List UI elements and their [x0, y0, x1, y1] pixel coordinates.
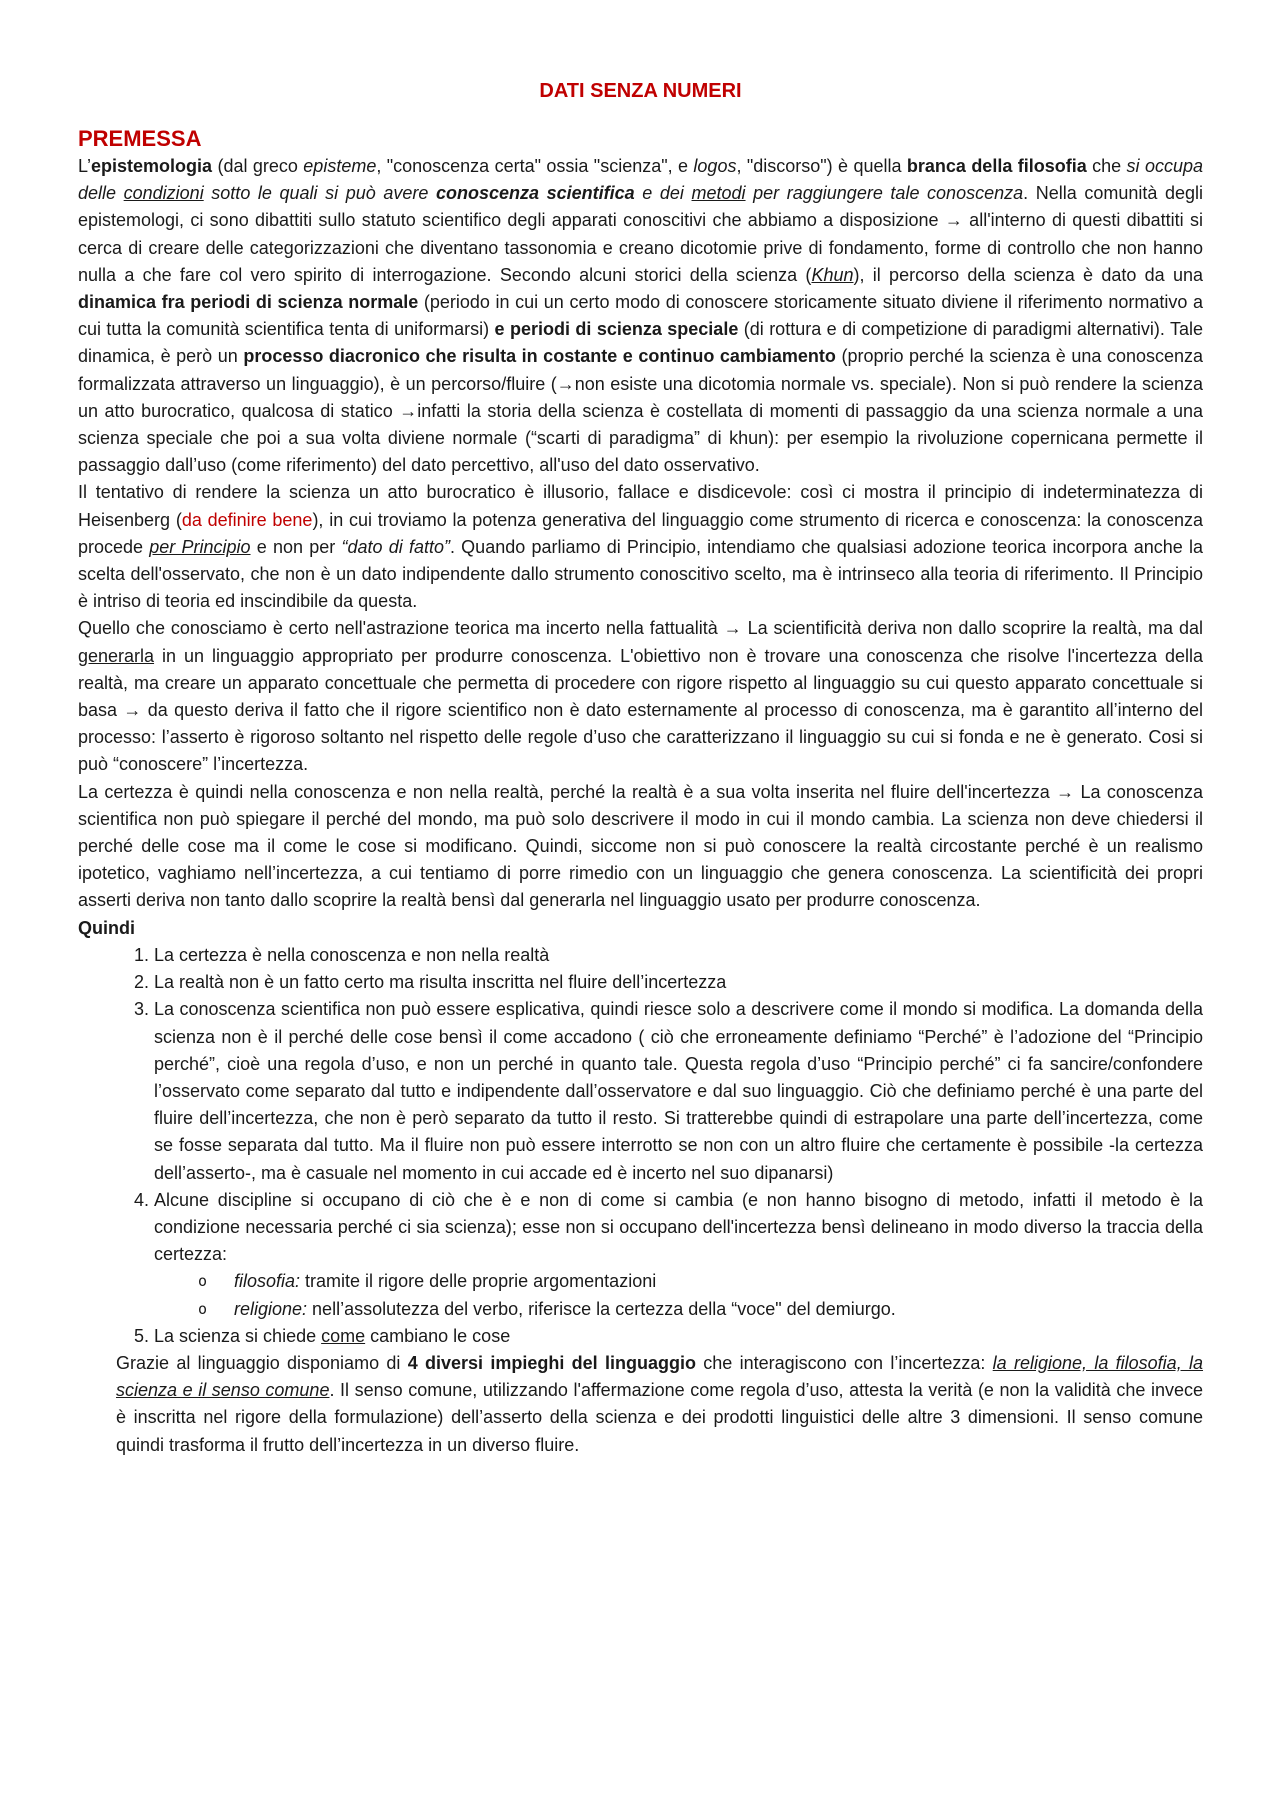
- note-da-definire: da definire bene: [181, 509, 313, 530]
- text-span: (dal greco: [212, 156, 304, 176]
- term-epistemologia: epistemologia: [91, 156, 213, 176]
- list-item-text: La conoscenza scientifica non può essere esplicativa, quindi riesce solo a descrivere come il mondo si modifica. La domanda della scienza non è il perché delle cose bensì il come accadono ( ciò che erroneamente definiamo “Perché” è l’adozione del “Principio perché”, cioè una regola d’uso, e non un perché in quanto tale. Questa regola d’uso “Principio perché” ci fa sancire/confondere l’osservato come separato dal tutto e indipendente dall’osservatore e dal suo linguaggio. Ciò che definiamo perché è una parte del fluire dell’incertezza, che non è però separato da tutto il resto. Si tratterebbe quindi di estrapolare una parte dell’incertezza, come se fosse separata dal tutto. Ma il fluire non può essere interrotto se non con un altro fluire che certamente è possibile -la certezza dell’asserto-, ma è casuale nel momento in cui accade ed è incerto nel suo dipanarsi): [154, 999, 1203, 1183]
- text-span: cambiano le cose: [365, 1325, 511, 1346]
- text-span: nell’assolutezza del verbo, riferisce la certezza della “voce" del demiurgo.: [307, 1298, 896, 1319]
- term-branca: branca della filosofia: [906, 156, 1087, 176]
- text-span: , "discorso") è quella: [736, 156, 907, 176]
- term-scienza-normale: dinamica fra periodi di scienza normale: [78, 292, 419, 313]
- list-item-text: La certezza è nella conoscenza e non nella realtà: [154, 944, 550, 965]
- conclusions-list: [78, 942, 1203, 1350]
- text-span: sotto le quali si può avere: [203, 183, 437, 204]
- text-span: (di rottura e di competizione di paradigmi alternativi). Tale dinamica, è però un: [78, 319, 1204, 367]
- paragraph-intro: [78, 153, 1203, 479]
- term-generarla: generarla: [78, 645, 155, 666]
- text-span: per raggiungere tale conoscenza: [745, 183, 1024, 204]
- section-heading: PREMESSA: [78, 126, 202, 151]
- text-span: Grazie al linguaggio disponiamo di: [116, 1352, 408, 1373]
- text-span: Il tentativo di rendere la scienza un atto burocratico è illusorio, fallace e disdicevole: così ci mostra il principio di indeterminatezza di Heisenberg (: [78, 482, 1203, 530]
- text-span: . Il senso comune, utilizzando l'affermazione come regola d’uso, attesta la verità (e non la validità che invece è inscritta nel rigore della formulazione) dell’asserto della scienza e dei prodotti linguistici delle altre 3 dimensioni. Il senso comune quindi trasforma il frutto dell’incertezza in un diverso fluire.: [116, 1380, 1204, 1455]
- text-span: che interagiscono con l’incertezza:: [695, 1352, 993, 1373]
- sub-list-item: [198, 1268, 1203, 1295]
- text-span: e dei: [634, 183, 692, 204]
- paragraph-certezza-astrazione: [78, 615, 1203, 778]
- term-quattro-impieghi: 4 diversi impieghi del linguaggio: [407, 1352, 696, 1373]
- quindi-label: Quindi: [78, 917, 135, 938]
- text-span: (proprio perché la scienza è una conoscenza formalizzata attraverso un linguaggio), è un percorso/fluire (→non esiste una dicotomia normale vs. speciale). Non si può rendere la scienza un atto burocratico, qualcosa di statico →infatti la storia della scienza è costellata di momenti di passaggio da una scienza normale a una scienza speciale che poi a sua volta diviene normale (“scarti di paradigma” di khun): per esempio la rivoluzione copernicana permette il passaggio dall’uso (come riferimento) del dato percettivo, all'uso del dato osservativo.: [78, 346, 1204, 476]
- list-item: [154, 942, 1203, 969]
- term-religione: religione:: [234, 1298, 308, 1319]
- paragraph-certezza-conoscenza: La certezza è quindi nella conoscenza e non nella realtà, perché la realtà è a sua volta inserita nel fluire dell'incertezza → La conoscenza scientifica non può spiegare il perché del mondo, ma può solo descrivere il modo in cui il mondo cambia. La scienza non deve chiedersi il perché delle cose ma il come le cose si modificano. Quindi, siccome non si può conoscere la realtà circostante perché è un realismo ipotetico, vaghiamo nell’incertezza, a cui tentiamo di porre rimedio con un linguaggio che genera conoscenza. La scientificità dei propri asserti deriva non tanto dallo scoprire la realtà bensì dal generarla nel linguaggio usato per produrre conoscenza.: [78, 781, 1203, 911]
- list-item-text: Alcune discipline si occupano di ciò che è e non di come si cambia (e non hanno bisogno di metodo, infatti il metodo è la condizione necessaria perché ci sia scienza); esse non si occupano dell'incertezza bensì delineano in modo diverso la traccia della certezza:: [154, 1189, 1203, 1265]
- text-span: (periodo in cui un certo modo di conoscere storicamente situato diviene il riferimento normativo a cui tutta la comunità scientifica tenta di uniformarsi): [78, 292, 1203, 340]
- document-title: DATI SENZA NUMERI: [539, 80, 742, 102]
- term-per-principio: per Principio: [149, 536, 251, 557]
- list-item: [154, 969, 1203, 996]
- text-span: tramite il rigore delle proprie argomentazioni: [300, 1271, 657, 1292]
- term-come: come: [321, 1325, 366, 1346]
- term-filosofia: filosofia:: [234, 1271, 301, 1292]
- sub-list: [154, 1268, 1203, 1322]
- list-item: [154, 1323, 1203, 1350]
- term-dato-di-fatto: “dato di fatto”: [341, 536, 450, 557]
- term-dimensioni: la religione, la filosofia, la scienza e il senso comune: [116, 1352, 1204, 1401]
- term-condizioni: condizioni: [123, 183, 204, 204]
- list-item-text: La realtà non è un fatto certo ma risulta inscritta nel fluire dell’incertezza: [154, 972, 727, 993]
- list-item: [154, 996, 1203, 1186]
- term-metodi: metodi: [691, 183, 746, 204]
- text-span: . Quando parliamo di Principio, intendiamo che qualsiasi adozione teorica incorpora anche la scelta dell'osservato, che non è un dato indipendente dallo strumento conoscitivo scelto, ma è intrinseco alla teoria di riferimento. Il Principio è intriso di teoria ed inscindibile da questa.: [78, 536, 1203, 612]
- paragraph-closing: [78, 1350, 1203, 1459]
- term-logos: logos: [693, 156, 737, 176]
- text-span: L’: [78, 156, 92, 176]
- term-khun: Khun: [811, 264, 854, 285]
- text-span: . Nella comunità degli epistemologi, ci sono dibattiti sullo statuto scientifico degli apparati conoscitivi che abbiamo a disposizione → all'interno di questi dibattiti si cerca di creare delle categorizzazioni che diventano tassonomia e creano dicotomie prive di fondamento, forme di controllo che non hanno nulla a che fare col vero spirito di interrogazione. Secondo alcuni storici della scienza (: [78, 183, 1204, 285]
- document-page: [78, 78, 1203, 1459]
- text-span: che: [1086, 156, 1127, 176]
- list-item: [154, 1187, 1203, 1323]
- text-span: Quello che conosciamo è certo nell'astrazione teorica ma incerto nella fattualità → La scientificità deriva non dallo scoprire la realtà, ma dal: [78, 618, 1203, 639]
- text-span: in un linguaggio appropriato per produrre conoscenza. L'obiettivo non è trovare una conoscenza che risolve l'incertezza della realtà, ma creare un apparato concettuale che permetta di procedere con rigore rispetto al linguaggio su cui questo apparato concettuale si basa → da questo deriva il fatto che il rigore scientifico non è dato esternamente al processo di conoscenza, ma è garantito all’interno del processo: l’asserto è rigoroso soltanto nel rispetto delle regole d’uso che caratterizzano il linguaggio su cui si fonda e ne è generato. Cosi si può “conoscere” l’incertezza.: [78, 645, 1203, 775]
- term-conoscenza-scientifica: conoscenza scientifica: [436, 183, 635, 204]
- term-processo-diacronico: processo diacronico che risulta in costante e continuo cambiamento: [243, 346, 836, 367]
- term-episteme: episteme: [303, 156, 377, 176]
- text-span: si occupa delle: [78, 156, 1203, 204]
- paragraph-heisenberg: [78, 479, 1203, 615]
- text-span: ), in cui troviamo la potenza generativa del linguaggio come strumento di ricerca e conoscenza: la conoscenza procede: [78, 509, 1204, 557]
- term-scienza-speciale: e periodi di scienza speciale: [494, 319, 739, 340]
- text-span: La scienza si chiede: [154, 1325, 322, 1346]
- text-span: , "conoscenza certa" ossia "scienza", e: [376, 156, 694, 176]
- text-span: ), il percorso della scienza è dato da una: [853, 264, 1203, 285]
- text-span: e non per: [250, 536, 342, 557]
- sub-list-item: [198, 1296, 1203, 1323]
